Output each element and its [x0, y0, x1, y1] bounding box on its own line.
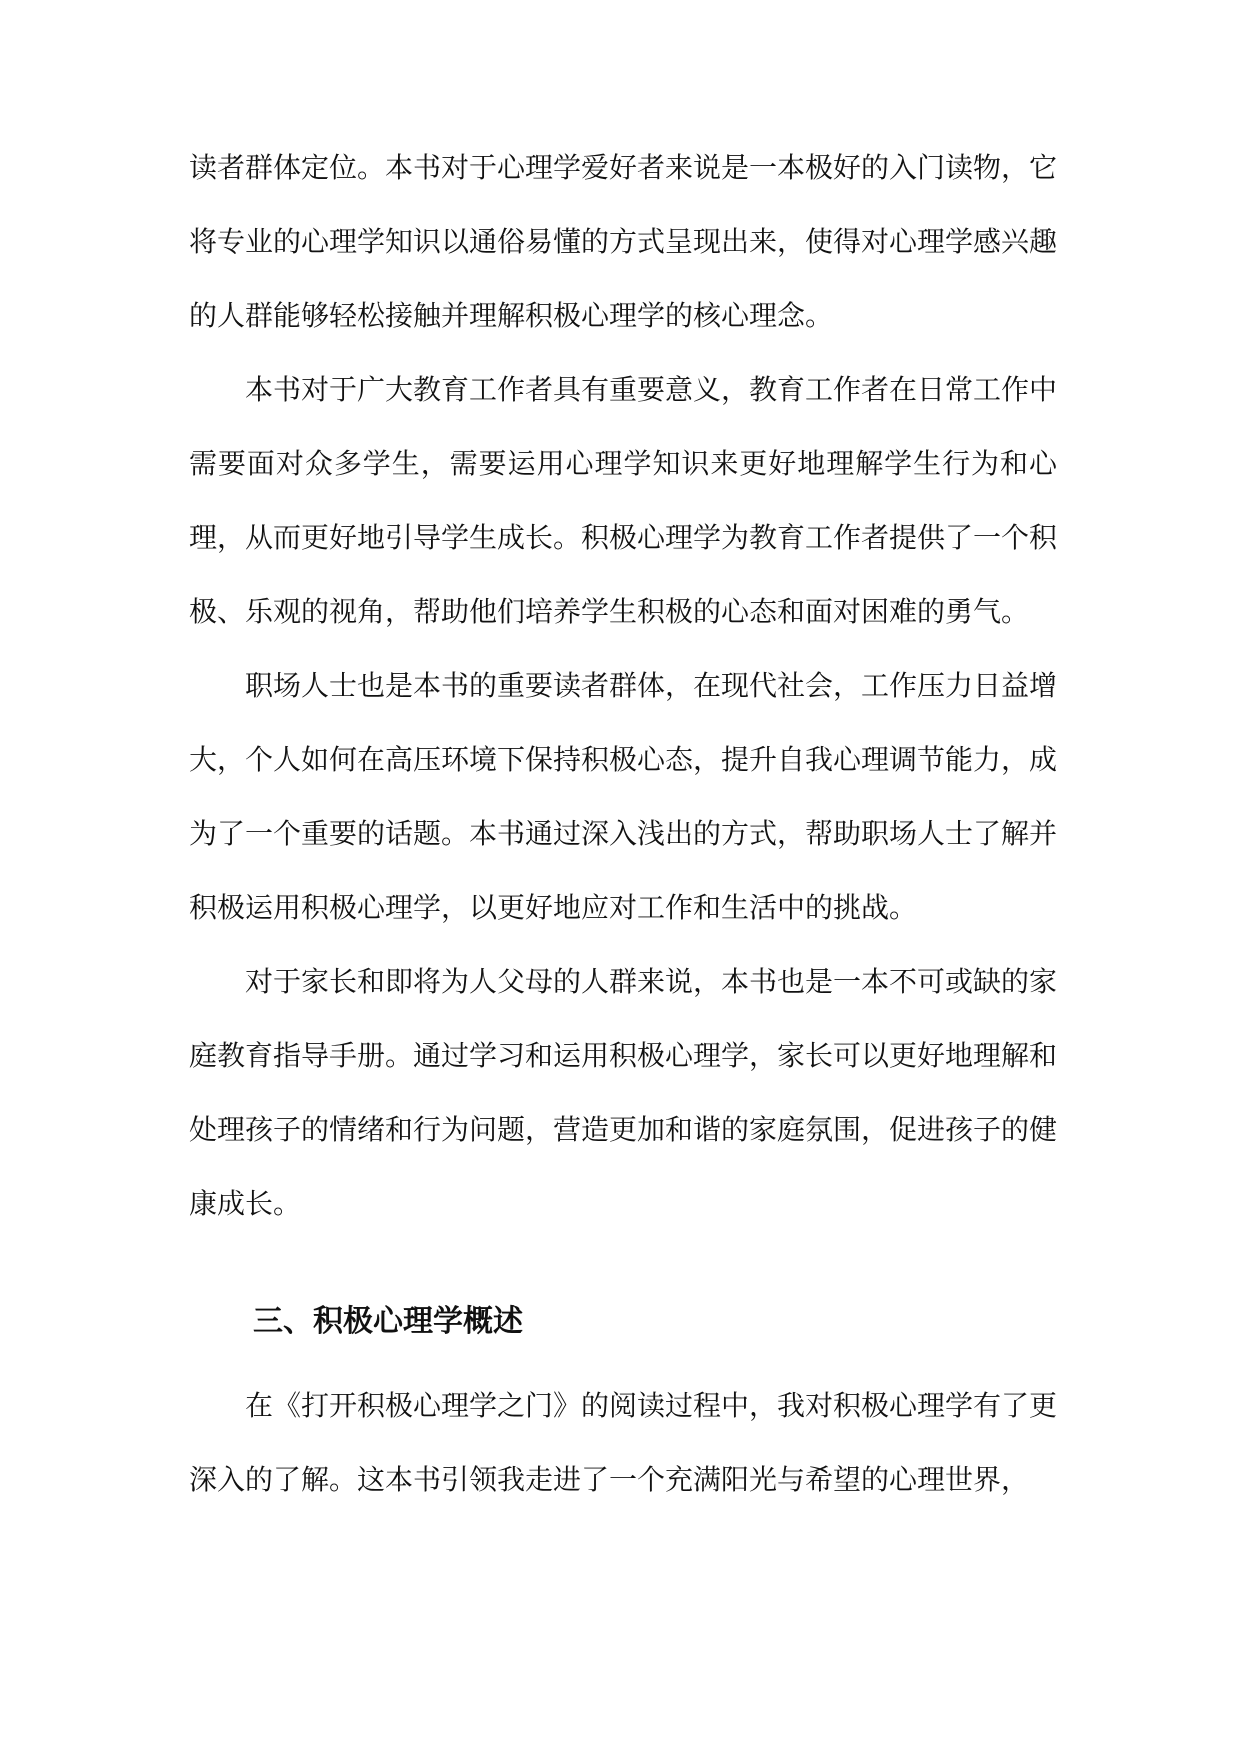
paragraph-reader-positioning: 读者群体定位。本书对于心理学爱好者来说是一本极好的入门读物，它将专业的心理学知识以通俗易懂的方式呈现出来，使得对心理学感兴趣的人群能够轻松接触并理解积极心理学的核心理念。 — [189, 151, 1058, 332]
paragraph-educators: 本书对于广大教育工作者具有重要意义，教育工作者在日常工作中需要面对众多学生，需要运用心理学知识来更好地理解学生行为和心理，从而更好地引导学生成长。积极心理学为教育工作者提供了一个积极、乐观的视角，帮助他们培养学生积极的心态和面对困难的勇气。 — [189, 373, 1058, 628]
paragraph-professionals: 职场人士也是本书的重要读者群体，在现代社会，工作压力日益增大，个人如何在高压环境下保持积极心态，提升自我心理调节能力，成为了一个重要的话题。本书通过深入浅出的方式，帮助职场人士了解并积极运用积极心理学，以更好地应对工作和生活中的挑战。 — [189, 669, 1058, 924]
section-heading: 三、积极心理学概述 — [253, 1304, 523, 1339]
paragraph-overview: 在《打开积极心理学之门》的阅读过程中，我对积极心理学有了更深入的了解。这本书引领我走进了一个充满阳光与希望的心理世界， — [189, 1389, 1058, 1496]
paragraph-parents: 对于家长和即将为人父母的人群来说，本书也是一本不可或缺的家庭教育指导手册。通过学习和运用积极心理学，家长可以更好地理解和处理孩子的情绪和行为问题，营造更加和谐的家庭氛围，促进孩子的健康成长。 — [189, 965, 1058, 1220]
document-body — [189, 131, 1057, 1517]
